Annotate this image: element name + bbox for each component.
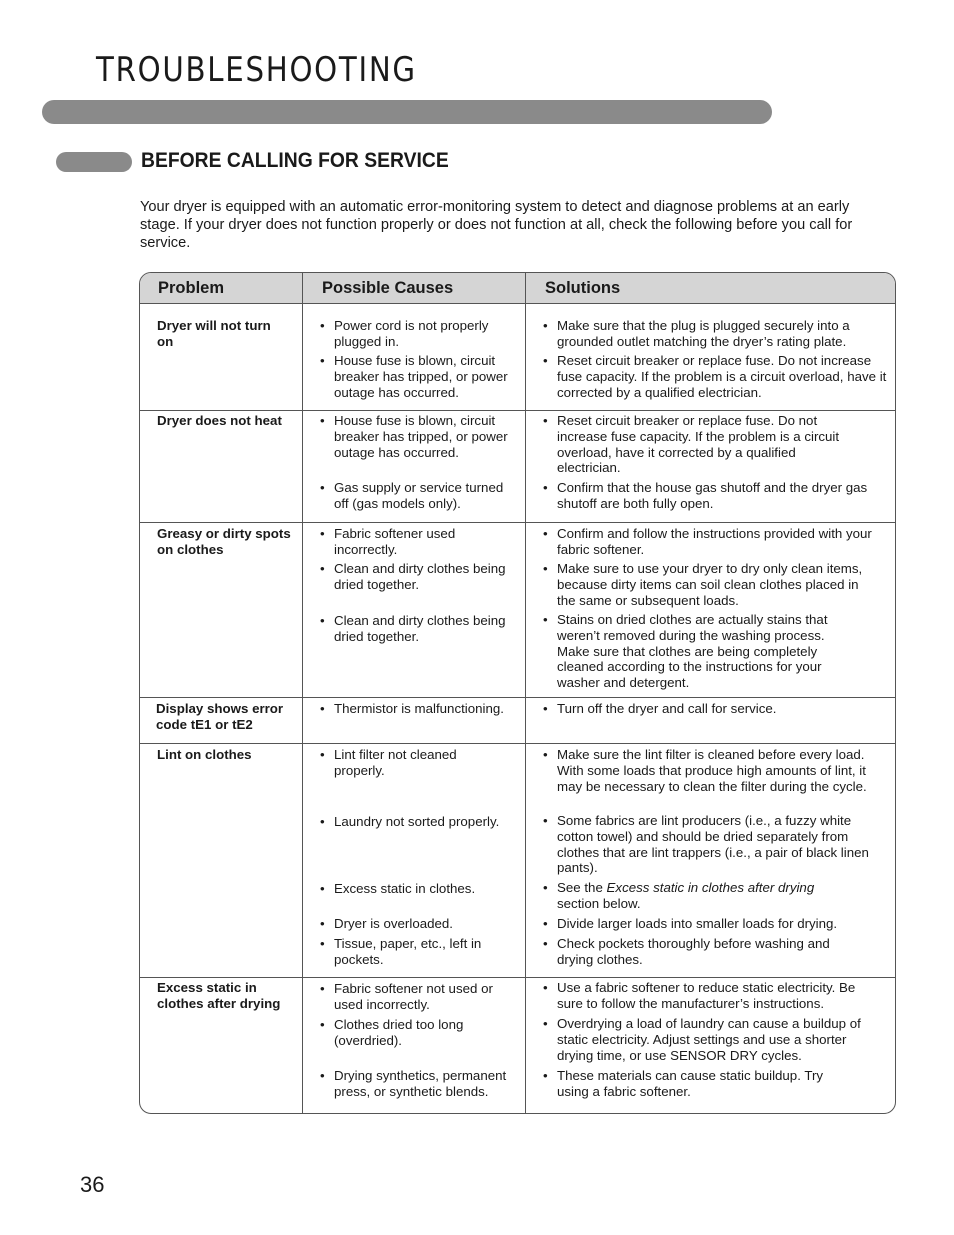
cause-item: • Tissue, paper, etc., left in pockets.: [334, 936, 494, 968]
row-divider: [140, 977, 895, 978]
see-prefix: See the: [557, 880, 603, 895]
page-title: TROUBLESHOOTING: [96, 50, 417, 90]
cause-item: • Lint filter not cleaned properly.: [334, 747, 494, 779]
row-divider: [140, 697, 895, 698]
problem-cell: Excess static in clothes after drying: [157, 980, 281, 1011]
problem-cell: Dryer does not heat: [157, 413, 282, 428]
cause-item: • Drying synthetics, permanent press, or synthetic blends.: [334, 1068, 524, 1100]
cause-item: • Laundry not sorted properly.: [334, 814, 524, 830]
row-divider: [140, 410, 895, 411]
solution-item: • Overdrying a load of laundry can cause a buildup of static electricity. Adjust settings and use a shorter drying time, or use SENSOR DRY cycles.: [557, 1016, 877, 1063]
solution-item: • Use a fabric softener to reduce static electricity. Be sure to follow the manufacturer’s instructions.: [557, 980, 877, 1012]
cause-item: • House fuse is blown, circuit breaker has tripped, or power outage has occurred.: [334, 353, 516, 400]
problem-cell: Dryer will not turn on: [157, 318, 271, 349]
solution-item: • Make sure that the plug is plugged securely into a grounded outlet matching the dryer’s rating plate.: [557, 318, 892, 350]
solution-item: • Reset circuit breaker or replace fuse. Do not increase fuse capacity. If the problem is a circuit overload, have it corrected by a qualified electrician.: [557, 353, 892, 400]
header-problem: Problem: [158, 279, 225, 297]
column-divider: [302, 273, 303, 1113]
cause-item: • Clothes dried too long (overdried).: [334, 1017, 519, 1049]
section-title: BEFORE CALLING FOR SERVICE: [141, 149, 449, 172]
cause-item: • Excess static in clothes.: [334, 881, 524, 897]
solution-item: • These materials can cause static buildup. Try using a fabric softener.: [557, 1068, 857, 1100]
cause-item: • Dryer is overloaded.: [334, 916, 524, 932]
title-bar: [42, 100, 772, 124]
row-divider: [140, 522, 895, 523]
solution-item: [557, 880, 837, 912]
cause-item: • Thermistor is malfunctioning.: [334, 701, 524, 717]
row-divider: [140, 743, 895, 744]
solution-item: • Confirm and follow the instructions provided with your fabric softener.: [557, 526, 877, 558]
cause-item: • Gas supply or service turned off (gas models only).: [334, 480, 516, 512]
cause-item: • House fuse is blown, circuit breaker has tripped, or power outage has occurred.: [334, 413, 516, 460]
solution-item: • Divide larger loads into smaller loads for drying.: [557, 916, 887, 932]
column-divider: [525, 273, 526, 1113]
cause-item: • Clean and dirty clothes being dried together.: [334, 613, 524, 645]
solution-item: • Make sure the lint filter is cleaned before every load. With some loads that produce high amounts of lint, it may be necessary to clean the filter during the cycle.: [557, 747, 877, 794]
cause-item: • Fabric softener not used or used incorrectly.: [334, 981, 519, 1013]
problem-cell: Greasy or dirty spots on clothes: [157, 526, 291, 557]
cause-item: • Fabric softener used incorrectly.: [334, 526, 516, 558]
solution-item: • Check pockets thoroughly before washing and drying clothes.: [557, 936, 867, 968]
solution-item: • Confirm that the house gas shutoff and the dryer gas shutoff are both fully open.: [557, 480, 877, 512]
solution-item: • Reset circuit breaker or replace fuse. Do not increase fuse capacity. If the problem is a circuit overload, have it corrected by a qualified electrician.: [557, 413, 847, 476]
cause-item: • Clean and dirty clothes being dried together.: [334, 561, 524, 593]
solution-item: • Some fabrics are lint producers (i.e., a fuzzy white cotton towel) and should be dried separately from clothes that are lint trappers (i.e., a pair of black linen pants).: [557, 813, 877, 876]
solution-item: • Stains on dried clothes are actually stains that weren’t removed during the washing process. Make sure that clothes are being completely cleaned according to the instructions for your washer and detergent.: [557, 612, 857, 691]
solution-item: • Make sure to use your dryer to dry only clean items, because dirty items can soil clean clothes placed in the same or subsequent loads.: [557, 561, 877, 608]
problem-cell: Lint on clothes: [157, 747, 252, 762]
header-solutions: Solutions: [545, 279, 621, 297]
table-header: [140, 273, 895, 304]
troubleshooting-table: [139, 272, 896, 1114]
see-suffix: section below.: [557, 895, 641, 911]
intro-paragraph: Your dryer is equipped with an automatic error-monitoring system to detect and diagnose problems at an early stage. If your dryer does not function properly or does not function at all, check the following before you call for service.: [140, 199, 853, 251]
cause-item: • Power cord is not properly plugged in.: [334, 318, 516, 350]
section-pill: [56, 152, 132, 172]
problem-cell: Display shows error code tE1 or tE2: [156, 701, 284, 732]
page-number: 36: [80, 1172, 105, 1197]
solution-item: • Turn off the dryer and call for service.: [557, 701, 877, 717]
see-italic: Excess static in clothes after drying: [606, 880, 815, 895]
header-causes: Possible Causes: [322, 279, 454, 297]
